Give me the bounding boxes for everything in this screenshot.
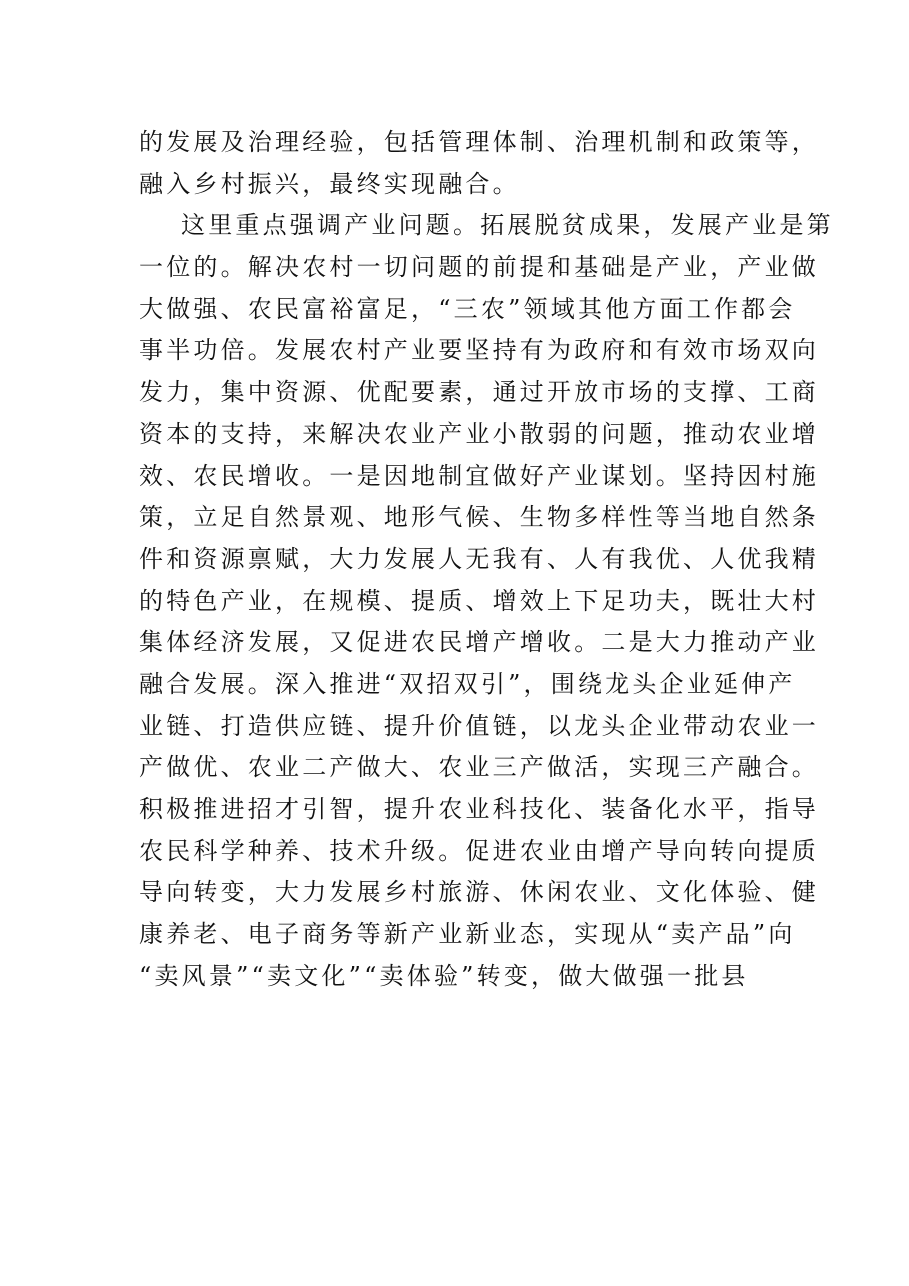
text-line: 农民科学种养、技术升级。促进农业由增产导向转向提质 [139,836,819,865]
text-line: 康养老、电子商务等新产业新业态，实现从“卖产品”向 [139,920,796,949]
body-text [139,122,834,997]
text-line: 事半功倍。发展农村产业要坚持有为政府和有效市场双向 [139,336,819,365]
text-line: 效、农民增收。一是因地制宜做好产业谋划。坚持因村施 [139,461,819,490]
text-line: 集体经济发展，又促进农民增产增收。二是大力推动产业 [139,628,819,657]
text-line: 导向转变，大力发展乡村旅游、休闲农业、文化体验、健 [139,878,819,907]
text-line: 积极推进招才引智，提升农业科技化、装备化水平，指导 [139,795,819,823]
text-line: 融合发展。深入推进“双招双引”，围绕龙头企业延伸产 [139,669,796,698]
text-line: 大做强、农民富裕富足，“三农”领域其他方面工作都会 [139,294,796,323]
text-line: “卖风景”“卖文化”“卖体验”转变，做大做强一批县 [139,961,749,990]
text-line: 产做优、农业二产做大、农业三产做活，实现三产融合。 [139,753,819,782]
text-line: 的特色产业，在规模、提质、增效上下足功夫，既壮大村 [139,586,819,615]
text-line: 策，立足自然景观、地形气候、生物多样性等当地自然条 [139,503,819,532]
text-line: 业链、打造供应链、提升价值链，以龙头企业带动农业一 [139,711,819,740]
text-line: 发力，集中资源、优配要素，通过开放市场的支撑、工商 [139,378,819,407]
text-line: 一位的。解决农村一切问题的前提和基础是产业，产业做 [139,253,819,282]
text-line: 资本的支持，来解决农业产业小散弱的问题，推动农业增 [139,419,819,448]
text-line: 件和资源禀赋，大力发展人无我有、人有我优、人优我精 [139,544,819,573]
text-line: 的发展及治理经验，包括管理体制、治理机制和政策等， [139,128,819,156]
text-line: 融入乡村振兴，最终实现融合。 [139,169,520,198]
paragraph-start-line: 这里重点强调产业问题。拓展脱贫成果，发展产业是第 [181,211,834,240]
